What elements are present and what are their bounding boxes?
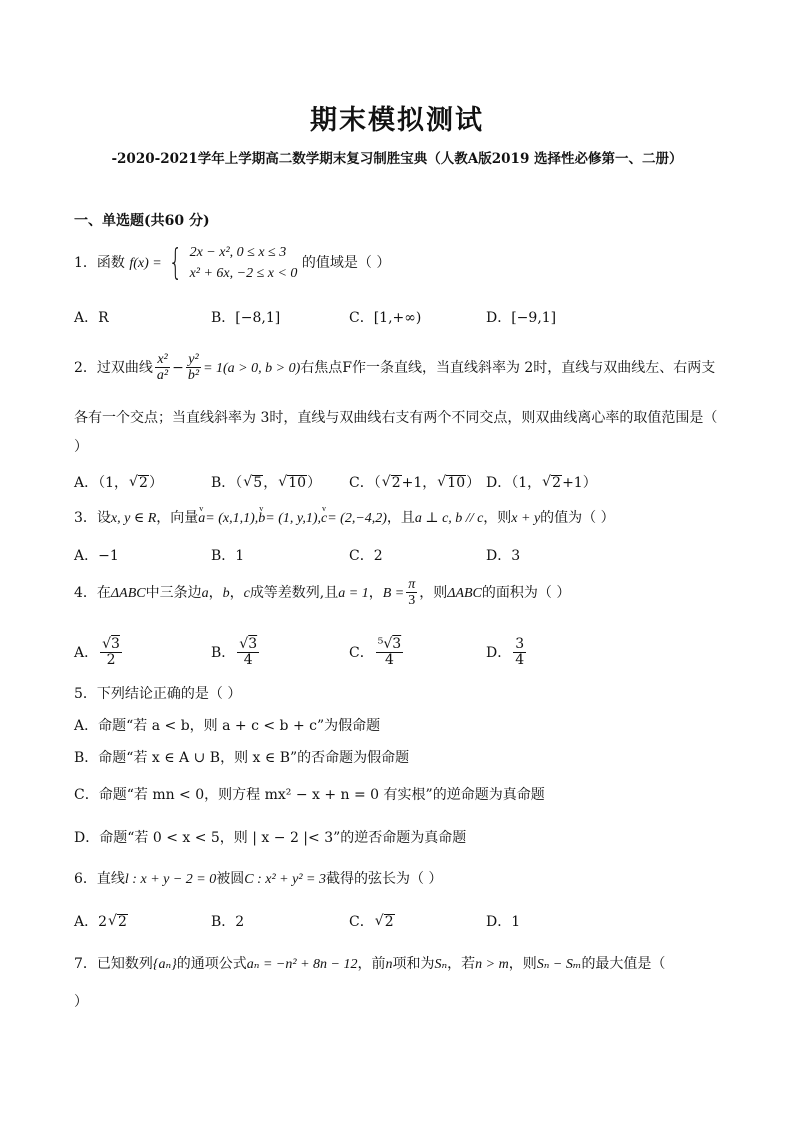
root-sign: ⁵√ [377,636,393,652]
question-7 [74,954,665,975]
math-expression: B = [382,585,405,601]
option-c[interactable] [349,472,480,492]
option-text: ） [148,475,163,491]
operator: − [172,359,184,376]
question-1 [74,242,390,284]
radicand: 2 [552,475,562,491]
sqrt [129,475,149,491]
radicand: 2 [139,475,148,491]
math-expression: = 1(a > 0, b > 0) [203,360,301,376]
question-text: 直线 [96,871,125,887]
math-expression: a ⊥ c, b // c [414,511,484,526]
numerator: x² [155,352,170,368]
fraction [155,352,170,384]
numerator: y² [186,352,201,368]
options-row [74,545,724,567]
option-text: D．（1， [486,475,542,491]
question-2 [74,352,715,384]
option-b[interactable] [211,472,321,492]
radicand: 3 [111,636,120,652]
question-number: 6． [74,871,97,887]
question-text: 成等差数列,且 [249,584,339,601]
math-expression: ΔABC [447,585,482,601]
option-text: A．（1， [74,475,129,491]
question-text: 右焦点F作一条直线，当直线斜率为 2时，直线与双曲线左、右两支 [300,359,716,376]
denominator: 2 [106,652,116,669]
numerator-value: 3 [515,636,525,652]
option-text: C． [349,914,374,930]
question-text: ，则 [419,584,448,601]
math-variable: n [385,957,393,972]
vector-c: v c [321,509,327,529]
option-d[interactable]: D．3 [486,548,521,564]
sqrt [108,914,128,930]
option-c[interactable] [349,911,395,931]
option-text: ） [307,475,322,491]
option-b[interactable]: B．命题“若 x ∈ A ∪ B，则 x ∈ B”的否命题为假命题 [74,750,410,766]
case-line: x² + 6x, −2 ≤ x < 0 [189,266,298,281]
question-text: ，且 [386,510,415,526]
question-text: 截得的弦长为（ ） [325,871,443,887]
root-sign: √ [102,636,112,652]
option-text: +1） [562,475,597,491]
option-a[interactable] [74,637,124,669]
fraction [237,637,259,669]
option-label: A． [74,644,99,661]
page-title: 期末模拟测试 [310,105,484,136]
option-label: D． [486,644,512,661]
question-3 [74,508,615,529]
option-c[interactable]: C．命题“若 mn < 0，则方程 mx² − x + n = 0 有实根”的逆命题为真命题 [74,787,545,803]
option-b[interactable]: B．1 [211,548,245,564]
radicand: 3 [248,636,258,652]
option-text: B．2 [211,914,245,930]
option-b[interactable] [211,911,244,931]
radicand: 10 [288,475,307,491]
option-text: C．（ [349,475,381,491]
math-expression: = (2,−4,2) [327,511,387,526]
math-expression: {aₙ} [152,957,177,972]
radicand: 10 [447,475,466,491]
option-d[interactable]: D．命题“若 0 < x < 5，则 | x − 2 |< 3”的逆否命题为真命题 [74,830,467,846]
question-2-line-3: ） [74,439,88,455]
question-4 [74,577,570,609]
question-number: 5． [74,686,97,702]
question-text: ， [368,584,383,601]
math-expression: Sₙ − Sₘ [536,957,582,972]
sqrt [243,475,263,491]
option-a[interactable] [74,472,163,492]
question-text: 项和为 [392,956,435,972]
denominator: a² [156,368,169,384]
question-text: 被圆 [216,871,245,887]
radicand: 2 [118,914,127,930]
numerator: π [408,577,416,592]
question-number: 7． [74,956,97,972]
vector-a: v a [198,509,205,529]
numerator [100,637,122,653]
option-text: A．2 [74,914,108,930]
question-2-line-2: 各有一个交点；当直线斜率为 3时，直线与双曲线右支有两个不同交点，则双曲线离心率的取值范围是（ [74,410,718,426]
math-expression: x + y [511,511,541,526]
question-6 [74,869,442,890]
case-line: 2x − x², 0 ≤ x ≤ 3 [189,245,287,260]
denominator: b² [187,368,200,384]
question-text: 的值域是（ ） [301,255,391,271]
question-text: ，若 [447,956,476,972]
math-expression: = (1, y,1), [265,511,321,526]
options-row [74,307,724,329]
option-label: B． [211,644,236,661]
option-text: D．1 [486,914,521,930]
math-variable: b [222,585,230,601]
question-text: ，前 [357,956,386,972]
question-5 [74,684,241,704]
math-expression: l : x + y − 2 = 0 [124,872,217,887]
question-text: 过双曲线 [96,359,153,376]
options-row [74,472,724,494]
radicand: 3 [392,636,402,652]
question-text: ，则 [483,510,512,526]
fraction [100,637,122,669]
option-a[interactable]: A．命题“若 a < b，则 a + c < b + c”为假命题 [74,718,381,734]
question-text: 在 [96,584,111,601]
fraction [376,637,403,669]
option-c[interactable] [349,637,405,669]
fraction [186,352,201,384]
numerator [237,637,259,653]
denominator: 4 [243,652,253,669]
denominator: 4 [384,652,394,669]
page-subtitle: -2020-2021学年上学期高二数学期末复习制胜宝典（人教A版2019 选择性必修第一、二册） [111,151,683,167]
math-expression: n > m [475,957,509,972]
question-number: 4． [74,584,97,601]
option-text: ） [466,475,481,491]
question-text: 设 [96,510,111,526]
question-text: ， [229,584,244,601]
option-a[interactable] [74,911,128,931]
question-text: 中三条边 [145,584,202,601]
sqrt [278,475,307,491]
question-text: ， [208,584,223,601]
fraction [406,577,417,609]
question-number: 3． [74,510,97,526]
options-row [74,911,724,933]
math-expression: f(x) = [129,256,162,271]
math-variable: c [243,585,250,601]
option-c[interactable]: C．[1,+∞) [349,310,422,326]
sqrt [382,475,402,491]
numerator [513,637,526,653]
denominator: 4 [515,652,525,669]
option-d[interactable] [486,911,520,931]
brace-symbol: { [168,242,183,283]
sqrt [437,475,466,491]
root-sign: √ [239,636,249,652]
option-a[interactable]: A．−1 [74,548,119,564]
math-expression: x, y ∈ R [110,511,157,526]
question-number: 2． [74,359,97,376]
math-expression: aₙ = −n² + 8n − 12 [246,957,358,972]
option-b[interactable]: B．[−8,1] [211,310,281,326]
question-text: 的通项公式 [176,956,247,972]
question-number: 1． [74,255,97,271]
math-expression: a = 1 [338,585,369,601]
fraction [513,637,526,669]
question-text: ，则 [508,956,537,972]
option-b[interactable] [211,637,261,669]
option-c[interactable]: C．2 [349,548,383,564]
option-d[interactable]: D．[−9,1] [486,310,557,326]
question-7-line-2: ） [74,994,88,1010]
math-expression: = (x,1,1), [205,511,259,526]
option-text: B．（ [211,475,243,491]
section-heading: 一、单选题(共60 分) [74,213,210,229]
math-expression: Sₙ [434,957,448,972]
option-a[interactable]: A．R [74,310,109,326]
question-text: 下列结论正确的是（ ） [96,686,242,702]
math-variable: a [201,585,209,601]
question-text: 的值为（ ） [540,510,615,526]
question-text: 的最大值是（ [581,956,666,972]
options-row [74,627,724,667]
question-text: 已知数列 [96,956,153,972]
numerator [376,637,403,653]
piecewise-cases [190,242,298,284]
option-label: C． [349,644,374,661]
question-text: ，向量 [156,510,199,526]
radicand: 2 [384,914,394,930]
question-text: 的面积为（ ） [481,584,571,601]
vector-b: v b [258,509,265,529]
denominator: 3 [408,593,416,609]
option-text: ， [263,475,278,491]
radicand: 5 [253,475,263,491]
option-d[interactable] [486,637,528,669]
sqrt [375,914,395,930]
math-expression: ΔABC [110,585,146,601]
question-text: 函数 [96,255,125,271]
sqrt [542,475,562,491]
option-text: +1， [401,475,437,491]
math-expression: C : x² + y² = 3 [244,872,326,887]
option-d[interactable] [486,472,597,492]
radicand: 2 [391,475,401,491]
